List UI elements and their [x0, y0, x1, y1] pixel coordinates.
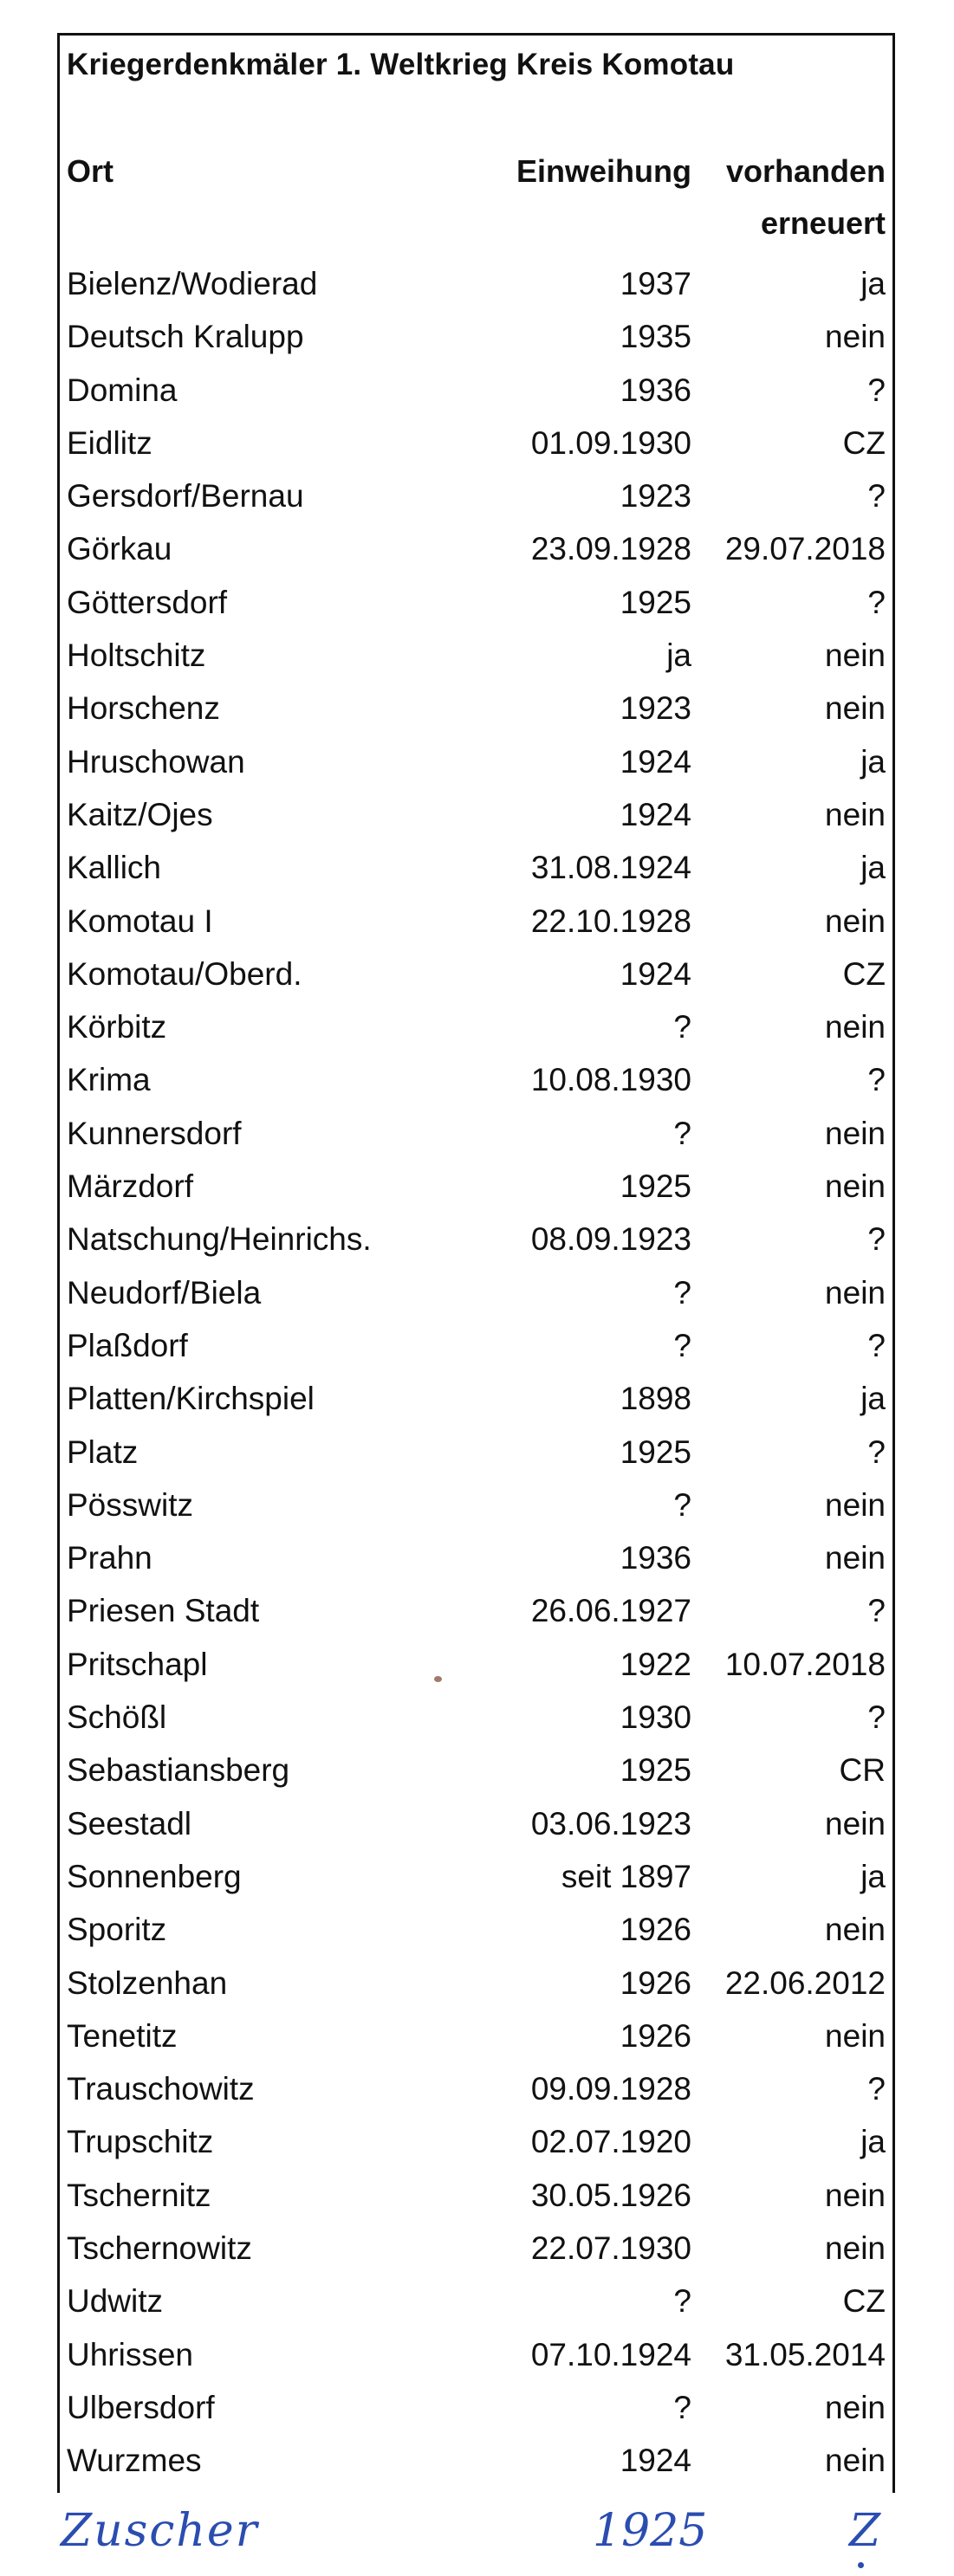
table-row	[60, 2169, 892, 2222]
cell-ort: Schößl	[67, 1699, 167, 1736]
cell-ort: Tenetitz	[67, 2017, 178, 2054]
cell-einweihung: 1924	[620, 796, 691, 832]
cell-einweihung: ?	[673, 1009, 691, 1045]
cell-einweihung: ja	[666, 638, 691, 674]
table-row	[60, 1584, 892, 1637]
cell-vorhanden: nein	[825, 2389, 886, 2425]
table-row	[60, 841, 892, 894]
cell-ort: Görkau	[67, 531, 172, 567]
column-header-einweihung: Einweihung	[516, 153, 691, 189]
cell-ort: Trupschitz	[67, 2124, 214, 2160]
cell-vorhanden: nein	[825, 1805, 886, 1841]
cell-ort: Uhrissen	[67, 2336, 193, 2372]
cell-ort: Domina	[67, 372, 178, 408]
cell-ort: Stolzenhan	[67, 1964, 228, 2001]
cell-vorhanden: ?	[867, 372, 886, 408]
table-row	[60, 682, 892, 735]
cell-ort: Gersdorf/Bernau	[67, 478, 304, 515]
cell-ort: Tschernitz	[67, 2177, 211, 2213]
cell-ort: Pösswitz	[67, 1486, 193, 1523]
cell-einweihung: 1925	[620, 1434, 691, 1470]
cell-einweihung: 01.09.1930	[530, 424, 691, 461]
table-row	[60, 2275, 892, 2327]
cell-ort: Körbitz	[67, 1009, 167, 1045]
cell-vorhanden: ja	[860, 2124, 886, 2160]
cell-ort: Bielenz/Wodierad	[67, 266, 318, 301]
cell-ort: Krima	[67, 1062, 151, 1098]
table-row	[60, 1426, 892, 1479]
table-row	[60, 1266, 892, 1319]
handwritten-dot	[858, 2562, 864, 2568]
table-row	[60, 788, 892, 841]
cell-vorhanden: ?	[867, 2071, 886, 2107]
cell-ort: Eidlitz	[67, 424, 153, 461]
cell-vorhanden: ja	[860, 743, 886, 780]
cell-ort: Platten/Kirchspiel	[67, 1381, 315, 1417]
cell-einweihung: 26.06.1927	[530, 1593, 691, 1629]
table-row	[60, 2010, 892, 2062]
cell-ort: Prahn	[67, 1540, 153, 1576]
cell-einweihung: ?	[673, 1327, 691, 1363]
table-row	[60, 629, 892, 682]
cell-ort: Tschernowitz	[67, 2230, 252, 2266]
cell-vorhanden: nein	[825, 796, 886, 832]
cell-ort: Göttersdorf	[67, 584, 228, 620]
cell-vorhanden: CZ	[842, 955, 886, 992]
cell-vorhanden: nein	[825, 1274, 886, 1311]
cell-vorhanden: CZ	[842, 424, 886, 461]
table-row	[60, 895, 892, 948]
cell-vorhanden: ?	[867, 1327, 886, 1363]
cell-ort: Deutsch Kralupp	[67, 319, 304, 355]
cell-einweihung: 1935	[620, 319, 691, 355]
table-row	[60, 2062, 892, 2115]
cell-einweihung: 1924	[620, 2443, 691, 2479]
cell-vorhanden: nein	[825, 1168, 886, 1205]
cell-vorhanden: ?	[867, 1221, 886, 1258]
cell-vorhanden: 10.07.2018	[724, 1646, 886, 1682]
table-row	[60, 1531, 892, 1584]
cell-einweihung: 1930	[620, 1699, 691, 1736]
table-row	[60, 1744, 892, 1796]
table-row	[60, 1319, 892, 1372]
table-row	[60, 1213, 892, 1265]
cell-einweihung: ?	[673, 1274, 691, 1311]
handwritten-einweihung: 1925	[593, 2505, 708, 2557]
table-row	[60, 417, 892, 469]
cell-einweihung: 1898	[620, 1381, 691, 1417]
cell-ort: Horschenz	[67, 690, 220, 727]
cell-einweihung: 31.08.1924	[530, 850, 691, 886]
cell-ort: Seestadl	[67, 1805, 191, 1841]
cell-ort: Kallich	[67, 850, 161, 886]
cell-einweihung: 1937	[620, 266, 691, 301]
cell-vorhanden: ?	[867, 1593, 886, 1629]
cell-einweihung: 1926	[620, 1964, 691, 2001]
table-row	[60, 1691, 892, 1744]
cell-vorhanden: CZ	[842, 2283, 886, 2320]
cell-vorhanden: ja	[860, 1858, 886, 1894]
cell-einweihung: 1924	[620, 955, 691, 992]
table-row	[60, 1797, 892, 1850]
table-row	[60, 1903, 892, 1956]
cell-vorhanden: 29.07.2018	[724, 531, 886, 567]
cell-einweihung: 1936	[620, 372, 691, 408]
cell-vorhanden: nein	[825, 2230, 886, 2266]
cell-einweihung: 1923	[620, 478, 691, 515]
cell-einweihung: 1936	[620, 1540, 691, 1576]
table-row	[60, 364, 892, 417]
cell-einweihung: 1925	[620, 584, 691, 620]
table-row	[60, 2381, 892, 2434]
cell-ort: Hruschowan	[67, 743, 245, 780]
handwritten-ort: Zuscher	[61, 2505, 259, 2557]
table-row	[60, 1850, 892, 1903]
cell-einweihung: 1926	[620, 1912, 691, 1948]
table-row	[60, 310, 892, 363]
table-row	[60, 2328, 892, 2381]
cell-einweihung: 02.07.1920	[530, 2124, 691, 2160]
table-row	[60, 1479, 892, 1531]
table-row	[60, 1053, 892, 1106]
column-header-ort: Ort	[67, 153, 114, 189]
cell-ort: Märzdorf	[67, 1168, 193, 1205]
cell-ort: Platz	[67, 1434, 139, 1470]
table-row	[60, 735, 892, 788]
cell-einweihung: 1922	[620, 1646, 691, 1682]
cell-vorhanden: nein	[825, 1115, 886, 1151]
cell-einweihung: 23.09.1928	[530, 531, 691, 567]
cell-einweihung: ?	[673, 2389, 691, 2425]
cell-einweihung: 07.10.1924	[530, 2336, 691, 2372]
table-row	[60, 522, 892, 575]
cell-ort: Pritschapl	[67, 1646, 208, 1682]
cell-ort: Plaßdorf	[67, 1327, 188, 1363]
cell-einweihung: ?	[673, 1115, 691, 1151]
column-header-vorhanden: vorhanden	[725, 153, 886, 189]
table-row	[60, 2222, 892, 2275]
table-row	[60, 2115, 892, 2168]
table-row	[60, 1107, 892, 1160]
cell-ort: Holtschitz	[67, 638, 206, 674]
cell-ort: Neudorf/Biela	[67, 1274, 262, 1311]
table-row	[60, 2434, 892, 2487]
table-row	[60, 1372, 892, 1425]
table-row	[60, 948, 892, 1000]
handwritten-vorhanden: Z	[849, 2505, 881, 2557]
cell-vorhanden: ja	[860, 1381, 886, 1417]
cell-vorhanden: ja	[860, 850, 886, 886]
table-row	[60, 1957, 892, 2010]
cell-vorhanden: nein	[825, 2017, 886, 2054]
cell-vorhanden: ?	[867, 584, 886, 620]
cell-einweihung: 08.09.1923	[530, 1221, 691, 1258]
cell-vorhanden: nein	[825, 690, 886, 727]
column-header-erneuert: erneuert	[760, 205, 886, 241]
cell-einweihung: 1923	[620, 690, 691, 727]
cell-vorhanden: nein	[825, 2443, 886, 2479]
cell-einweihung: 22.07.1930	[530, 2230, 691, 2266]
table-row	[60, 1638, 892, 1691]
cell-einweihung: 1926	[620, 2017, 691, 2054]
cell-vorhanden: nein	[825, 2177, 886, 2213]
cell-einweihung: ?	[673, 1486, 691, 1523]
paper-spot	[434, 1676, 442, 1682]
cell-ort: Natschung/Heinrichs.	[67, 1221, 372, 1258]
cell-einweihung: ?	[673, 2283, 691, 2320]
cell-vorhanden: nein	[825, 638, 886, 674]
cell-einweihung: 22.10.1928	[530, 903, 691, 939]
cell-vorhanden: nein	[825, 319, 886, 355]
cell-einweihung: 1925	[620, 1752, 691, 1789]
cell-einweihung: seit 1897	[561, 1858, 691, 1894]
cell-ort: Ulbersdorf	[67, 2389, 215, 2425]
cell-vorhanden: 22.06.2012	[724, 1964, 886, 2001]
cell-ort: Wurzmes	[67, 2443, 202, 2479]
cell-vorhanden: nein	[825, 1912, 886, 1948]
cell-vorhanden: 31.05.2014	[724, 2336, 886, 2372]
cell-ort: Trauschowitz	[67, 2071, 255, 2107]
cell-ort: Sebastiansberg	[67, 1752, 290, 1789]
cell-vorhanden: nein	[825, 903, 886, 939]
cell-vorhanden: nein	[825, 1009, 886, 1045]
cell-vorhanden: CR	[839, 1752, 886, 1789]
document-table	[57, 33, 895, 2493]
table-row	[60, 1160, 892, 1213]
page-title: Kriegerdenkmäler 1. Weltkrieg Kreis Komotau	[67, 48, 735, 81]
cell-einweihung: 30.05.1926	[530, 2177, 691, 2213]
cell-vorhanden: ?	[867, 478, 886, 515]
cell-vorhanden: ?	[867, 1434, 886, 1470]
table-body	[60, 257, 892, 2487]
cell-einweihung: 09.09.1928	[530, 2071, 691, 2107]
cell-einweihung: 03.06.1923	[530, 1805, 691, 1841]
cell-vorhanden: ?	[867, 1062, 886, 1098]
cell-einweihung: 10.08.1930	[530, 1062, 691, 1098]
cell-ort: Udwitz	[67, 2283, 164, 2320]
cell-vorhanden: ja	[860, 266, 886, 301]
cell-ort: Priesen Stadt	[67, 1593, 260, 1629]
cell-ort: Kunnersdorf	[67, 1115, 242, 1151]
cell-ort: Sonnenberg	[67, 1858, 242, 1894]
table-row	[60, 576, 892, 629]
cell-ort: Kaitz/Ojes	[67, 796, 213, 832]
table-row	[60, 1000, 892, 1053]
table-row	[60, 469, 892, 522]
cell-ort: Komotau/Oberd.	[67, 955, 302, 992]
cell-ort: Komotau I	[67, 903, 213, 939]
cell-vorhanden: ?	[867, 1699, 886, 1736]
cell-ort: Sporitz	[67, 1912, 167, 1948]
cell-einweihung: 1924	[620, 743, 691, 780]
cell-vorhanden: nein	[825, 1486, 886, 1523]
cell-einweihung: 1925	[620, 1168, 691, 1205]
table-row	[60, 257, 892, 310]
cell-vorhanden: nein	[825, 1540, 886, 1576]
